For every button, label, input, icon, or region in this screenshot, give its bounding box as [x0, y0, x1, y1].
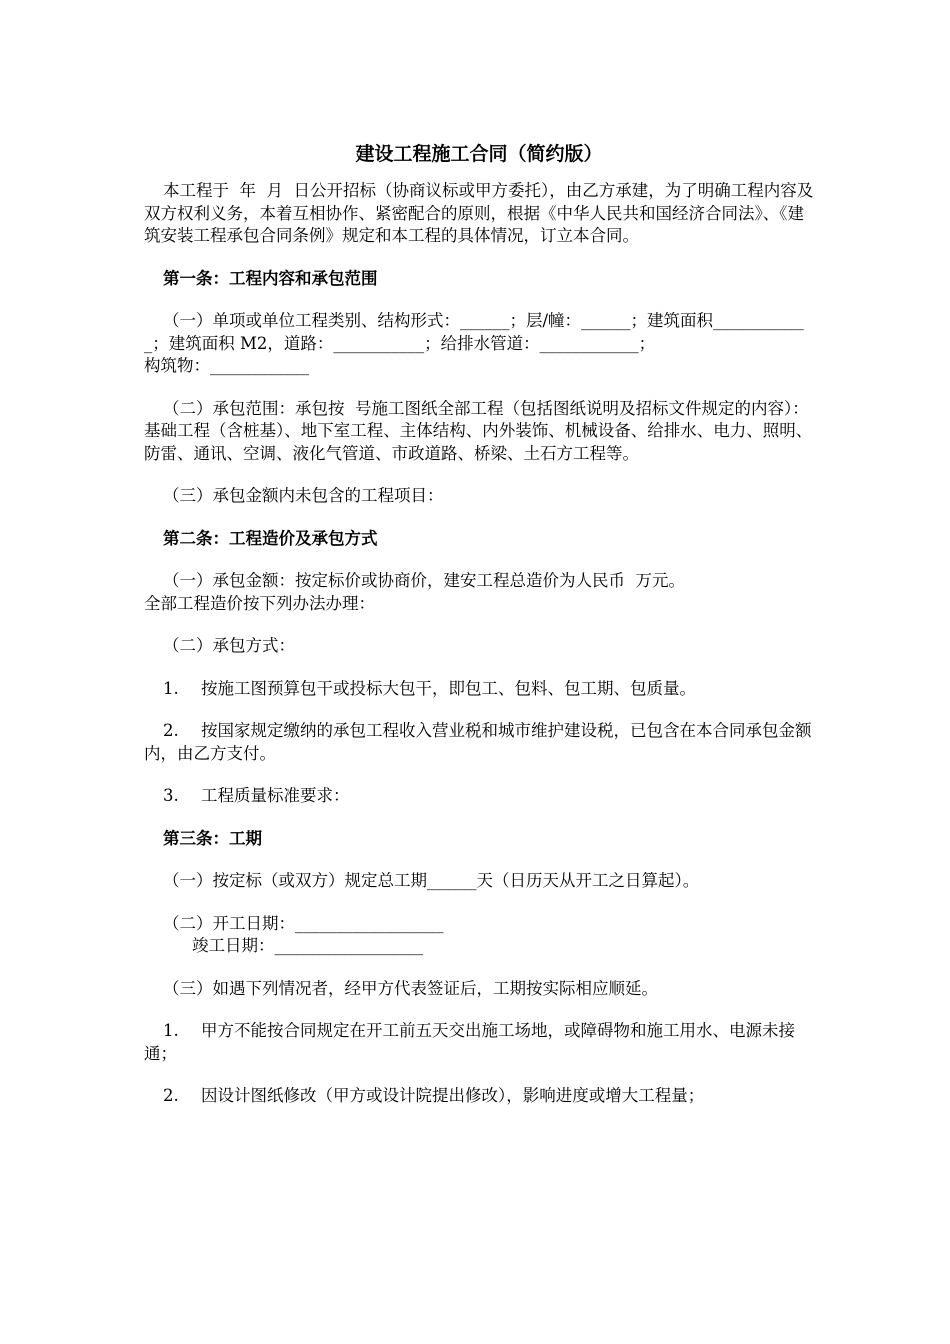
article-3-item-2-completion: 竣工日期：__________________: [192, 936, 423, 955]
article-2-item-1-note: 全部工程造价按下列办法办理：: [144, 593, 375, 613]
article-1-item-1-structures: 构筑物：____________: [144, 356, 309, 375]
article-3-item-2: （二）开工日期：__________________: [163, 913, 444, 933]
article-2-sub-1-text: 按施工图预算包干或投标大包干，即包工、包料、包工期、包质量。: [201, 678, 696, 698]
article-3-item-1: （一）按定标（或双方）规定总工期______天（日历天从开工之日算起）。: [163, 871, 700, 890]
article-2-sub-2: [144, 720, 814, 765]
article-2-sub-2-number: 2.: [163, 721, 179, 740]
article-1-item-2: （二）承包范围：承包按 号施工图纸全部工程（包括图纸说明及招标文件规定的内容）：基础工程（含桩基）、地下室工程、主体结构、内外装饰、机械设备、给排水、电力、照明、防雷、通讯、空调、液化气管道、市政道路、桥梁、土石方工程等。: [144, 398, 813, 463]
article-3-item-3: （三）如遇下列情况者，经甲方代表签证后，工期按实际相应顺延。: [163, 978, 658, 998]
article-2-sub-1-number: 1.: [163, 678, 179, 698]
article-2-sub-3-text: 工程质量标准要求：: [201, 786, 350, 805]
article-3-sub-2-number: 2.: [163, 1086, 179, 1105]
article-2-heading: 第二条：工程造价及承包方式: [163, 528, 378, 548]
article-2-item-2: （二）承包方式：: [163, 636, 295, 655]
article-3-sub-2: [144, 1085, 814, 1108]
article-2-sub-3-number: 3.: [163, 786, 179, 805]
article-3-heading: 第三条：工期: [163, 828, 262, 848]
article-3-sub-1-number: 1.: [163, 1021, 179, 1040]
article-2-sub-3: [144, 785, 814, 808]
article-3-sub-2-text: 因设计图纸修改（甲方或设计院提出修改），影响进度或增大工程量；: [201, 1086, 705, 1105]
article-1-item-1: （一）单项或单位工程类别、结构形式：______；层/幢：______；建筑面积____________；建筑面积 M2，道路：___________；给排水管道：____________；: [144, 311, 804, 353]
article-3-sub-1-text: 甲方不能按合同规定在开工前五天交出施工场地，或障碍物和施工用水、电源未接通；: [144, 1021, 795, 1063]
article-1-item-3: （三）承包金额内未包含的工程项目：: [163, 486, 444, 505]
document-page: [144, 140, 814, 1108]
article-2-item-1: （一）承包金额：按定标价或协商价，建安工程总造价为人民币 万元。: [163, 571, 685, 590]
article-1-heading: 第一条：工程内容和承包范围: [163, 268, 378, 288]
intro-paragraph: 本工程于 年 月 日公开招标（协商议标或甲方委托），由乙方承建，为了明确工程内容及双方权利义务，本着互相协作、紧密配合的原则，根据《中华人民共和国经济合同法》、《建筑安装工程承包合同条例》规定和本工程的具体情况，订立本合同。: [144, 181, 814, 245]
article-2-sub-2-text: 按国家规定缴纳的承包工程收入营业税和城市维护建设税，已包含在本合同承包金额内，由乙方支付。: [144, 721, 812, 763]
article-3-sub-1: [144, 1020, 814, 1065]
article-2-sub-1: [144, 678, 814, 701]
document-title: 建设工程施工合同（简约版）: [355, 143, 603, 165]
